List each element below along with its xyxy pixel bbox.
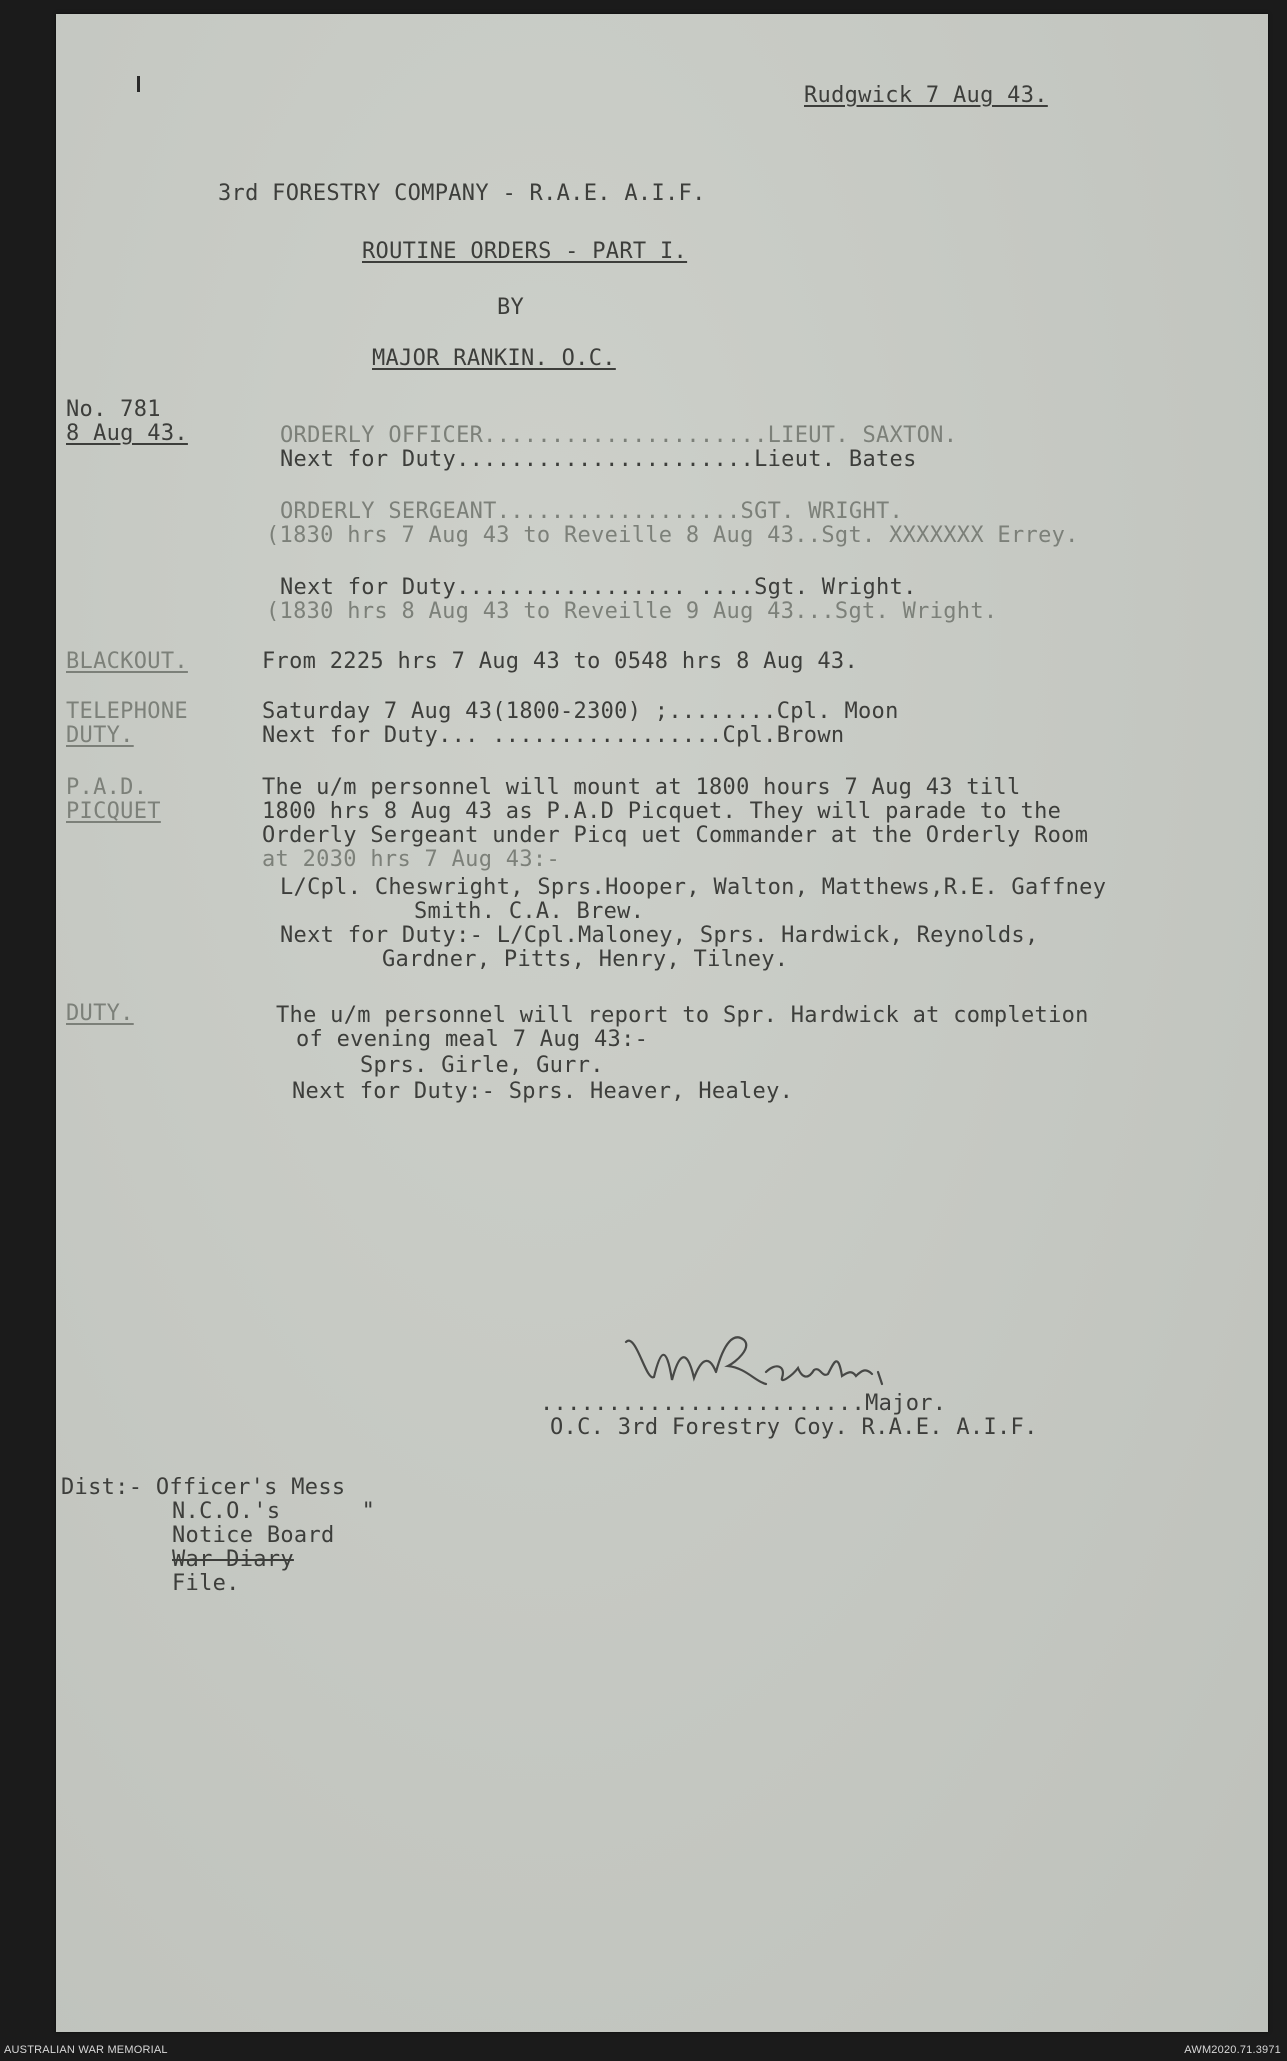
picquet-line-8: Gardner, Pitts, Henry, Tilney. [382, 947, 789, 972]
picquet-line-7: Next for Duty:- L/Cpl.Maloney, Sprs. Hardwick, Reynolds, [280, 923, 1039, 948]
order-date: 8 Aug 43. [66, 421, 188, 446]
blackout-text: From 2225 hrs 7 Aug 43 to 0548 hrs 8 Aug 43. [262, 649, 858, 674]
picquet-label-1: P.A.D. [66, 775, 148, 800]
telephone-line-1: Saturday 7 Aug 43(1800-2300) ;........Cpl. Moon [262, 699, 899, 724]
telephone-label-2: DUTY. [66, 723, 134, 748]
signature-handwriting [616, 1322, 916, 1402]
distribution-notice-board: Notice Board [172, 1523, 335, 1548]
distribution-file: File. [172, 1571, 240, 1596]
distribution-nco: N.C.O.'s " [172, 1499, 376, 1524]
duty-line-2: of evening meal 7 Aug 43:- [296, 1027, 649, 1052]
picquet-line-3: Orderly Sergeant under Picq uet Commander at the Orderly Room [262, 823, 1089, 848]
orderly-officer-line: ORDERLY OFFICER.....................LIEUT. SAXTON. [280, 423, 958, 448]
telephone-line-2: Next for Duty... .................Cpl.Brown [262, 723, 845, 748]
hole-punch-mark [137, 76, 140, 92]
order-number: No. 781 [66, 397, 161, 422]
duty-line-3: Sprs. Girle, Gurr. [360, 1053, 604, 1078]
picquet-line-2: 1800 hrs 8 Aug 43 as P.A.D Picquet. They will parade to the [262, 799, 1062, 824]
orderly-officer-next: Next for Duty......................Lieut. Bates [280, 447, 917, 472]
picquet-line-1: The u/m personnel will mount at 1800 hours 7 Aug 43 till [262, 775, 1021, 800]
signature-dots: ........................Major. [540, 1391, 947, 1416]
blackout-label: BLACKOUT. [66, 649, 188, 674]
document-page [56, 14, 1268, 2032]
duty-line-4: Next for Duty:- Sprs. Heaver, Healey. [292, 1079, 794, 1104]
distribution-war-diary: War Diary [172, 1547, 294, 1572]
picquet-line-6: Smith. C.A. Brew. [414, 899, 645, 924]
place-date: Rudgwick 7 Aug 43. [804, 83, 1048, 108]
archive-caption: AUSTRALIAN WAR MEMORIAL [4, 2044, 168, 2056]
orderly-sergeant-period: (1830 hrs 7 Aug 43 to Reveille 8 Aug 43..Sgt. XXXXXXX Errey. [266, 523, 1079, 548]
duty-label: DUTY. [66, 1001, 134, 1026]
picquet-line-5: L/Cpl. Cheswright, Sprs.Hooper, Walton, Matthews,R.E. Gaffney [280, 875, 1107, 900]
officer-line: MAJOR RANKIN. O.C. [372, 346, 616, 371]
duty-line-1: The u/m personnel will report to Spr. Hardwick at completion [276, 1003, 1089, 1028]
unit-heading: 3rd FORESTRY COMPANY - R.A.E. A.I.F. [218, 181, 706, 206]
picquet-line-4: at 2030 hrs 7 Aug 43:- [262, 847, 560, 872]
document-title: ROUTINE ORDERS - PART I. [362, 239, 688, 264]
distribution-label: Dist:- Officer's Mess [61, 1475, 346, 1500]
signature-title: O.C. 3rd Forestry Coy. R.A.E. A.I.F. [550, 1415, 1038, 1440]
picquet-label-2: PICQUET [66, 799, 161, 824]
archive-reference: AWM2020.71.3971 [1184, 2044, 1281, 2056]
orderly-sergeant-line: ORDERLY SERGEANT..................SGT. WRIGHT. [280, 499, 904, 524]
telephone-label-1: TELEPHONE [66, 699, 188, 724]
by-line: BY [497, 295, 525, 320]
sergeant-next-line: Next for Duty................. ....Sgt. Wright. [280, 575, 917, 600]
sergeant-next-period: (1830 hrs 8 Aug 43 to Reveille 9 Aug 43...Sgt. Wright. [266, 599, 998, 624]
